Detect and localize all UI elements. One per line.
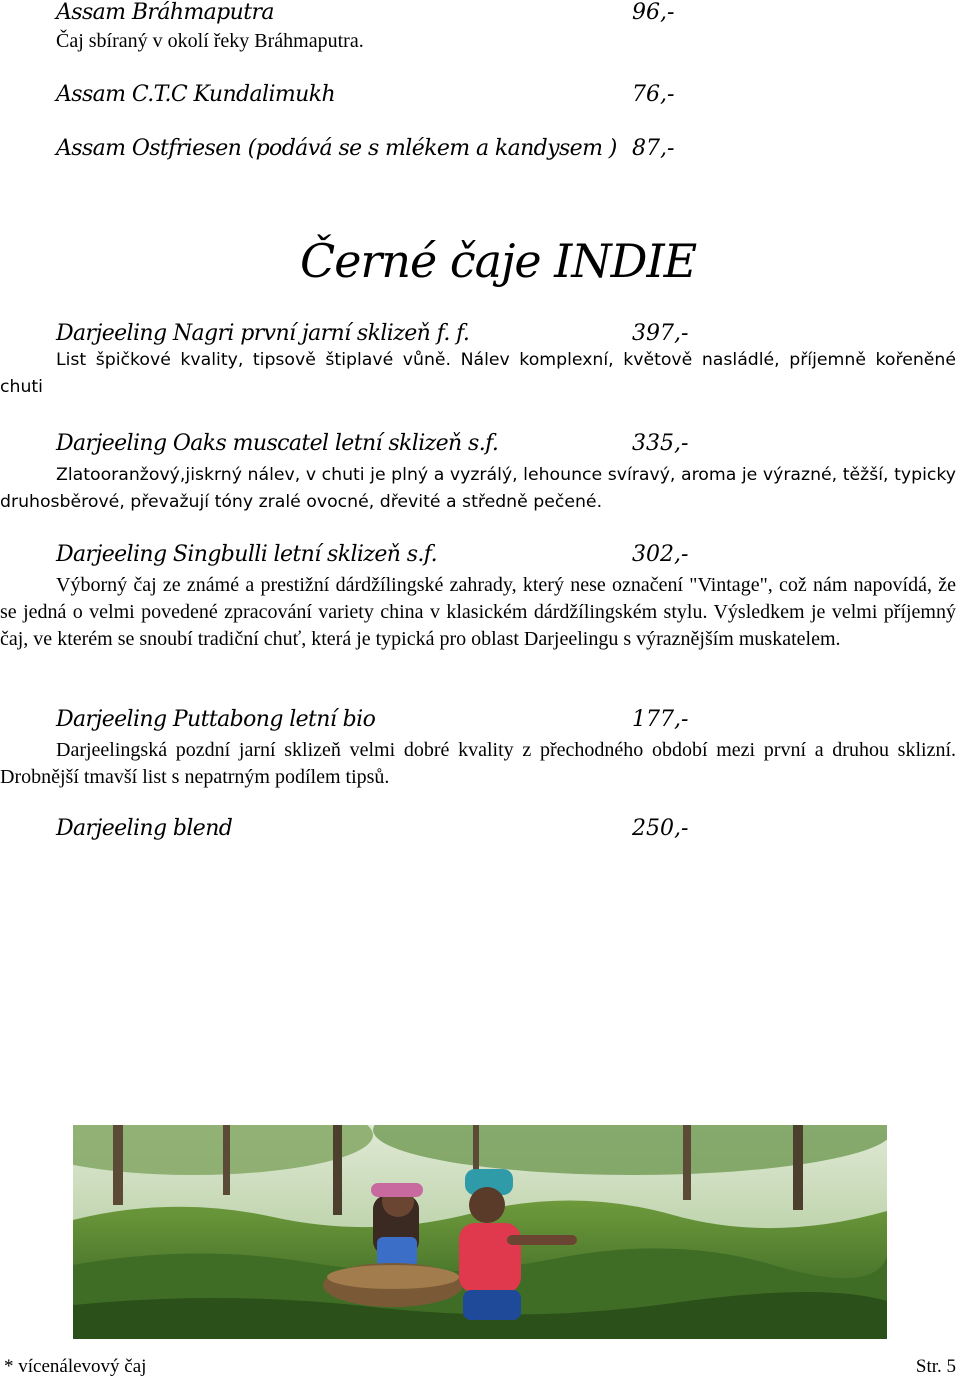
item-name: Assam Bráhmaputra xyxy=(56,0,274,25)
item-name: Darjeeling Oaks muscatel letní sklizeň s.f. xyxy=(56,431,499,456)
tea-pickers-photo xyxy=(73,1125,887,1339)
item-name: Darjeeling blend xyxy=(56,816,233,841)
item-header xyxy=(0,321,960,355)
menu-item-darjeeling-puttabong xyxy=(0,707,960,791)
item-description: Čaj sbíraný v okolí řeky Bráhmaputra. xyxy=(56,30,364,52)
item-description: Výborný čaj ze známé a prestižní dárdžílingské zahrady, který nese označení "Vintage", což nám napovídá, že se jedná o velmi povedené zpracování variety china v klasickém dárdžílingském stylu. Výsledkem je velmi příjemný čaj, ve kterém se snoubí tradiční chuť, která je typická pro oblast Darjeelingu s výraznějším muskatelem. xyxy=(0,574,956,650)
tea-plantation-illustration xyxy=(73,1125,887,1339)
item-price: 76,- xyxy=(632,82,675,107)
item-header xyxy=(0,431,960,465)
item-header xyxy=(0,136,960,170)
item-description: Zlatooranžový,jiskrný nálev, v chuti je plný a vyzrálý, lehounce svíravý, aroma je výrazné, těžší, typicky druhosběrové, převažují tóny zralé ovocné, dřevité a středně pečené. xyxy=(0,465,956,512)
item-header xyxy=(0,542,960,576)
menu-item-darjeeling-oaks xyxy=(0,431,960,516)
menu-item-assam-ostfriesen xyxy=(0,136,960,170)
item-price: 397,- xyxy=(632,321,689,346)
footer-note: * vícenálevový čaj xyxy=(4,1356,147,1377)
menu-item-assam-brahmaputra xyxy=(0,0,960,55)
item-header xyxy=(0,82,960,116)
item-name: Darjeeling Puttabong letní bio xyxy=(56,707,376,732)
item-description: List špičkové kvality, tipsově štiplavé vůně. Nálev komplexní, květově nasládlé, příjemně kořeněné chuti xyxy=(0,350,956,397)
item-name: Darjeeling Singbulli letní sklizeň s.f. xyxy=(56,542,437,567)
item-price: 250,- xyxy=(632,816,689,841)
page-number: Str. 5 xyxy=(915,1356,956,1377)
item-price: 96,- xyxy=(632,0,675,25)
item-name: Assam Ostfriesen (podává se s mlékem a kandysem ) xyxy=(56,136,617,161)
item-header xyxy=(0,816,960,850)
item-price: 302,- xyxy=(632,542,689,567)
item-name: Assam C.T.C Kundalimukh xyxy=(56,82,336,107)
item-price: 177,- xyxy=(632,707,689,732)
item-price: 335,- xyxy=(632,431,689,456)
item-header xyxy=(0,0,960,34)
section-title: Černé čaje INDIE xyxy=(300,234,697,288)
menu-item-darjeeling-nagri xyxy=(0,321,960,401)
menu-item-darjeeling-blend xyxy=(0,816,960,850)
menu-item-assam-ctc xyxy=(0,82,960,116)
item-price: 87,- xyxy=(632,136,675,161)
item-name: Darjeeling Nagri první jarní sklizeň f. f. xyxy=(56,321,470,346)
menu-item-darjeeling-singbulli xyxy=(0,542,960,653)
item-header xyxy=(0,707,960,741)
item-description: Darjeelingská pozdní jarní sklizeň velmi dobré kvality z přechodného období mezi první a druhou sklizní. Drobnější tmavší list s nepatrným podílem tipsů. xyxy=(0,739,956,788)
